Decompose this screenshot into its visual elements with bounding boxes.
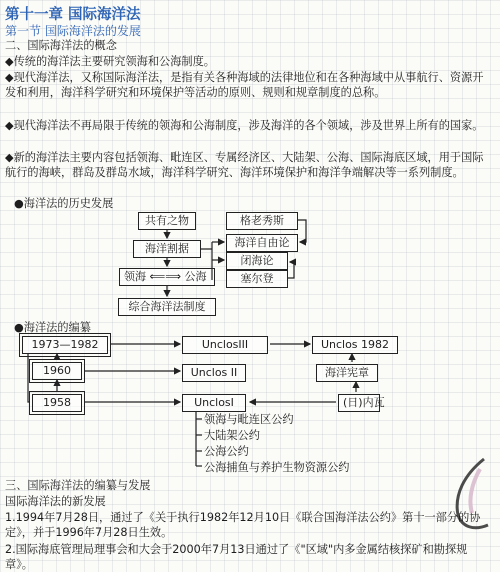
box-comprehensive-law: 综合海洋法制度 [118, 298, 216, 316]
box-1958: 1958 [32, 394, 82, 412]
box-unclos-iii: UnclosIII [182, 336, 268, 354]
high-seas-label: 公海 [184, 270, 207, 283]
convention-3: 公海公约 [204, 445, 249, 458]
development-item-2: 2.国际海底管理局理事会和大会于2000年7月13日通过了《"区域"内多金属结核探矿和勘探规章》。 [5, 543, 468, 571]
box-free-sea: 海洋自由论 [226, 234, 298, 252]
part1-heading: 二、国际海洋法的概念 [5, 39, 117, 52]
box-unclos-1982: Unclos 1982 [312, 336, 398, 354]
box-closed-sea: 闭海论 [226, 252, 288, 270]
box-unclos-i: UnclosI [182, 394, 246, 412]
development-item-1: 1.1994年7月28日，通过了《关于执行1982年12月10日《联合国海洋法公约》第十一部分的协定》，并于1996年7月28日生效。 [5, 511, 481, 539]
part3-subheading: 国际海洋法的新发展 [5, 495, 106, 508]
box-common-property: 共有之物 [138, 212, 196, 230]
codification-heading: ●海洋法的编纂 [14, 321, 91, 334]
box-1960: 1960 [32, 362, 82, 380]
concept-item-4: ◆新的海洋法主要内容包括领海、毗连区、专属经济区、大陆架、公海、国际海底区域，用于国际航行的海峡，群岛及群岛水域，海洋科学研究、海洋环境保护和海洋争端解决等一系列制度。 [5, 151, 484, 179]
convention-1: 领海与毗连区公约 [204, 413, 294, 426]
section-title: 第一节 国际海洋法的发展 [5, 24, 141, 38]
pen-doodle-icon [444, 455, 496, 535]
box-1973-1982: 1973—1982 [22, 336, 108, 354]
chapter-title: 第十一章 国际海洋法 [5, 7, 141, 23]
box-unclos-ii: Unclos II [182, 364, 246, 382]
concept-item-1: ◆传统的海洋法主要研究领海和公海制度。 [5, 55, 215, 68]
box-selden: 塞尔登 [226, 270, 288, 288]
bidirectional-arrow-icon: ⟸⟹ [149, 270, 182, 283]
part3-heading: 三、国际海洋法的编纂与发展 [5, 479, 151, 492]
box-geneva: (日)内瓦 [338, 394, 380, 412]
convention-2: 大陆架公约 [204, 429, 260, 442]
box-sea-division: 海洋割据 [133, 240, 201, 258]
concept-item-3: ◆现代海洋法不再局限于传统的领海和公海制度，涉及海洋的各个领域，涉及世界上所有的国家。 [5, 119, 484, 132]
concept-item-2: ◆现代海洋法，又称国际海洋法，是指有关各种海域的法律地位和在各种海域中从事航行、资源开发和利用，海洋科学研究和环境保护等活动的原则、规则和规章制度的总称。 [5, 71, 484, 99]
box-grotius: 格老秀斯 [226, 212, 298, 230]
history-heading: ●海洋法的历史发展 [14, 197, 114, 210]
territorial-sea-label: 领海 [124, 270, 146, 283]
box-ocean-constitution: 海洋宪章 [316, 364, 378, 382]
convention-4: 公海捕鱼与养护生物资源公约 [204, 461, 350, 474]
